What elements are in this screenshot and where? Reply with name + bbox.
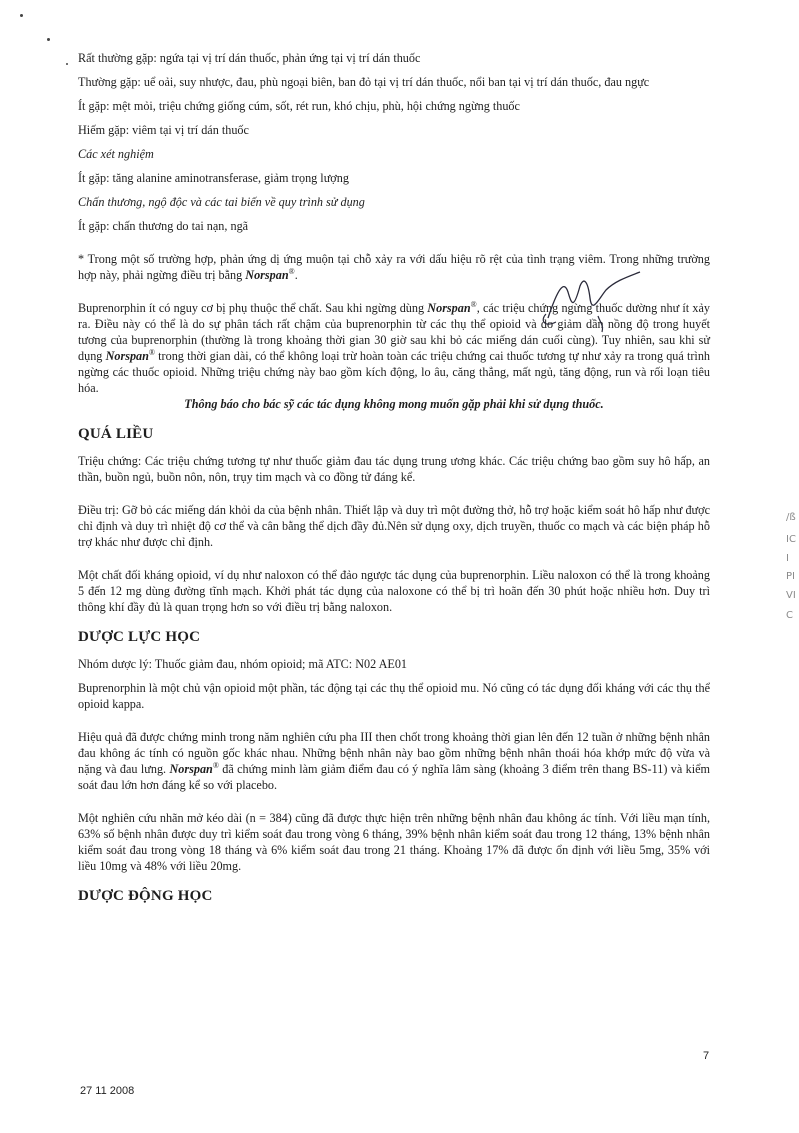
injury-subheading: Chấn thương, ngộ độc và các tai biến về quy trình sử dụng [78, 195, 365, 209]
section-heading-pharmacokinetics: DƯỢC ĐỘNG HỌC [78, 888, 213, 904]
brand-name: Norspan [105, 349, 149, 363]
edge-mark: /ß [786, 512, 796, 523]
edge-mark: C [786, 610, 793, 621]
section-heading-overdose: QUÁ LIỀU [78, 426, 154, 442]
side-effect-rare: Hiếm gặp: viêm tại vị trí dán thuốc [78, 123, 249, 137]
edge-mark: I [786, 553, 789, 564]
overdose-symptoms: Triệu chứng: Các triệu chứng tương tự như thuốc giảm đau tác dụng trung ương khác. Các triệu chứng bao gồm suy hô hấp, an thần, buồn ngủ, buồn nôn, nôn, trụy tim mạch và co đồng tử đáng kể. [78, 454, 710, 484]
open-label-study-paragraph: Một nghiên cứu nhãn mở kéo dài (n = 384) cũng đã được thực hiện trên những bệnh nhân đau không ác tính. Với liều mạn tính, 63% số bệnh nhân được duy trì kiểm soát đau trong vòng 6 tháng, 39% bệnh nhân kiểm soát đau trong 12 tháng, 13% bệnh nhân kiểm soát đau trong vòng 18 tháng và 6% kiểm soát đau trong 21 tháng. Khoảng 17% đã được ổn định với liều 5mg, 35% với liều 10mg và 48% với liều 20mg. [78, 811, 710, 873]
footer-date: 27 11 2008 [80, 1085, 135, 1097]
side-effect-uncommon: Ít gặp: mệt mỏi, triệu chứng giống cúm, sốt, rét run, khó chịu, phù, hội chứng ngừng thuốc [78, 99, 520, 113]
tests-subheading: Các xét nghiệm [78, 147, 154, 161]
side-effect-very-common: Rất thường gặp: ngứa tại vị trí dán thuốc, phản ứng tại vị trí dán thuốc [78, 51, 421, 65]
mechanism-paragraph: Buprenorphin là một chủ vận opioid một phần, tác động tại các thụ thể opioid mu. Nó cũng có tác dụng đối kháng với các thụ thể opioid kappa. [78, 681, 710, 711]
section-heading-pharmacodynamics: DƯỢC LỰC HỌC [78, 629, 201, 645]
edge-mark: IC [786, 534, 796, 545]
brand-name: Norspan [169, 762, 213, 776]
pharmacological-group: Nhóm dược lý: Thuốc giảm đau, nhóm opioid; mã ATC: N02 AE01 [78, 657, 407, 671]
efficacy-paragraph: Hiệu quả đã được chứng minh trong năm nghiên cứu pha III then chốt trong khoảng thời gian lên đến 12 tuần ở những bệnh nhân đau không ác tính có nguồn gốc khác nhau. Những bệnh nhân này bao gồm những bệnh nhân thoái hóa khớp mức độ vừa và nặng và đau lưng. Norspan® đã chứng minh làm giảm điểm đau có ý nghĩa lâm sàng (khoảng 3 điểm trên thang BS-11) và kiểm soát đau lớn hơn đáng kể so với placebo. [78, 730, 710, 792]
page-number: 7 [703, 1050, 710, 1062]
scan-speck [47, 38, 50, 41]
side-effect-common: Thường gặp: uể oải, suy nhược, đau, phù ngoại biên, ban đỏ tại vị trí dán thuốc, nổi ban tại vị trí dán thuốc, đau ngực [78, 75, 650, 89]
brand-name: Norspan [427, 301, 471, 315]
scan-speck [66, 63, 68, 65]
document-body [78, 50, 710, 906]
edge-mark: VI [786, 590, 796, 601]
brand-name: Norspan [245, 268, 289, 282]
handwritten-signature [528, 270, 648, 340]
notify-doctor-note: Thông báo cho bác sỹ các tác dụng không mong muốn gặp phải khi sử dụng thuốc. [184, 397, 604, 411]
overdose-treatment: Điều trị: Gỡ bỏ các miếng dán khỏi da của bệnh nhân. Thiết lập và duy trì một đường thở, hỗ trợ hoặc kiểm soát hô hấp như được chỉ định và duy trì nhiệt độ cơ thể và cân bằng thể dịch đầy đủ.Nên sử dụng oxy, dịch truyền, thuốc co mạch và các biện pháp hỗ trợ khác như được chỉ định. [78, 503, 710, 549]
injury-uncommon: Ít gặp: chấn thương do tai nạn, ngã [78, 219, 249, 233]
tests-uncommon: Ít gặp: tăng alanine aminotransferase, giảm trọng lượng [78, 171, 349, 185]
scan-speck [20, 14, 23, 17]
dependence-paragraph: Buprenorphin ít có nguy cơ bị phụ thuộc thể chất. Sau khi ngừng dùng Norspan®, các triệu chứng ngừng thuốc dường như ít xảy ra. Điều này có thể là do sự phân tách rất chậm của buprenorphin từ các thụ thể opioid và do giảm dần nồng độ trong huyết tương của buprenorphin (thường là trong khoảng thời gian 30 giờ sau khi bỏ các miếng dán cuối cùng). Tuy nhiên, sau khi sử dụng Norspan® trong thời gian dài, có thể không loại trừ hoàn toàn các triệu chứng cai thuốc tương tự như xảy ra trong quá trình ngừng các thuốc opioid. Những triệu chứng này bao gồm kích động, lo âu, căng thẳng, mất ngủ, tăng động, run và rối loạn tiêu hóa. [78, 299, 710, 395]
edge-mark: PI [786, 571, 795, 582]
overdose-antagonist: Một chất đối kháng opioid, ví dụ như naloxon có thể đảo ngược tác dụng của buprenorphin. Liều naloxon có thể là trong khoảng 5 đến 12 mg dùng đường tĩnh mạch. Khởi phát tác dụng của naloxone có thể bị trì hoãn đến 30 phút hoặc nhiều hơn. Duy trì thông khí đầy đủ là quan trọng hơn so với điều trị bằng naloxon. [78, 568, 710, 614]
allergy-note: * Trong một số trường hợp, phản ứng dị ứng muộn tại chỗ xảy ra với dấu hiệu rõ rệt của tình trạng viêm. Trong những trường hợp này, phải ngừng điều trị bằng Norspan®. [78, 252, 710, 282]
